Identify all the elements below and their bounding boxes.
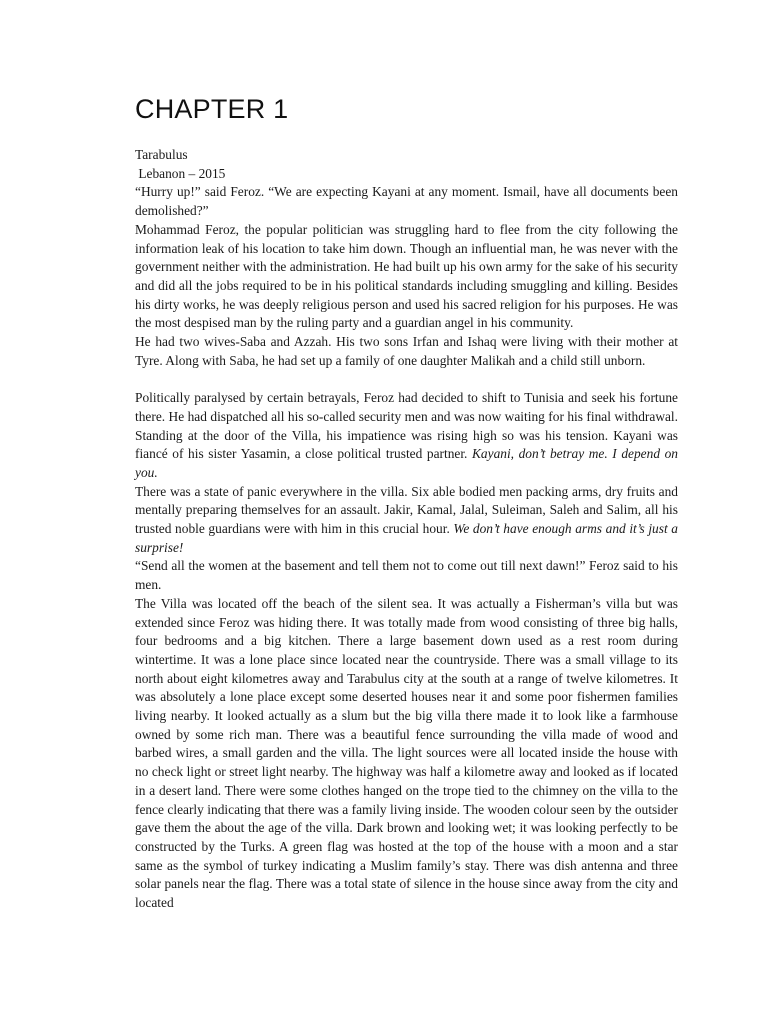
paragraph-basement-order: “Send all the women at the basement and tell them not to come out till next dawn!” Feroz said to his men. — [135, 558, 678, 593]
paragraph-dialogue-opening: “Hurry up!” said Feroz. “We are expecting Kayani at any moment. Ismail, have all documents been demolished?” — [135, 184, 678, 219]
paragraph-betrayal-text: Politically paralysed by certain betrayals, Feroz had decided to shift to Tunisia and seek his fortune there. He had dispatched all his so-called security men and was now waiting for his final withdrawal. Standing at the door of the Villa, his impatience was rising high so was his tension. Kayani was fiancé of his sister Yasamin, a close political trusted partner. — [135, 390, 678, 462]
paragraph-feroz-intro: Mohammad Feroz, the popular politician was struggling hard to flee from the city following the information leak of his location to take him down. Though an influential man, he was never with the government neither with the administration. He had built up his own army for the sake of his security and did all the jobs required to be in his political standards including smuggling and killing. Besides his dirty works, he was deeply religious person and used his sacred religion for his purposes. He was the most despised man by the ruling party and a guardian angel in his community. — [135, 221, 678, 331]
paragraph-betrayal — [135, 389, 678, 483]
chapter-body — [135, 146, 678, 913]
paragraph-panic-text: There was a state of panic everywhere in the villa. Six able bodied men packing arms, dry fruits and mentally preparing themselves for an assault. Jakir, Kamal, Jalal, Suleiman, Saleh and Salim, all his trusted noble guardians were with him in this crucial hour. — [135, 483, 678, 537]
paragraph-betrayal-italic: Kayani, don’t betray me. I depend on you. — [135, 446, 678, 480]
paragraph-family: He had two wives-Saba and Azzah. His two sons Irfan and Ishaq were living with their mother at Tyre. Along with Saba, he had set up a family of one daughter Malikah and a child still unborn. — [135, 334, 678, 368]
chapter-heading: CHAPTER 1 — [135, 94, 289, 124]
date-line: Lebanon – 2015 — [135, 165, 226, 181]
paragraph-villa-description: The Villa was located off the beach of the silent sea. It was actually a Fisherman’s villa but was extended since Feroz was hiding there. It was totally made from wood consisting of three big halls, four bedrooms and a big kitchen. There a large basement down used as a rest room during wintertime. It was a lone place since located near the countryside. There was a small village to its north about eight kilometres away and Tarabulus city at the south at a range of twelve kilometres. It was absolutely a lone place except some deserted houses near it and some poor fishermen families living nearby. It looked actually as a slum but the big villa there made it to look like a farmhouse owned by some rich man. There was a beautiful fence surrounding the villa made of wood and barbed wires, a small garden and the villa. The light sources were all located inside the house with no check light or street light nearby. The highway was half a kilometre away and looked as if located in a desert land. There were some clothes hanged on the trope tied to the chimney on the villa to the fence clearly indicating that there was a family living inside. The wooden colour seen by the outsider gave them the about the age of the villa. Dark brown and looking wet; it was looking perfectly to be constructed by the Turks. A green flag was hosted at the top of the house with a moon and a star same as the symbol of turkey indicating a Muslim family’s stay. There was dish antenna and three solar panels near the flag. There was a total state of silence in the house since away from the city and located — [135, 595, 678, 911]
paragraph-spacer — [135, 370, 678, 389]
paragraph-panic-italic: We don’t have enough arms and it’s just a surprise! — [135, 521, 678, 555]
place-line: Tarabulus — [135, 147, 188, 162]
paragraph-panic — [135, 483, 678, 558]
